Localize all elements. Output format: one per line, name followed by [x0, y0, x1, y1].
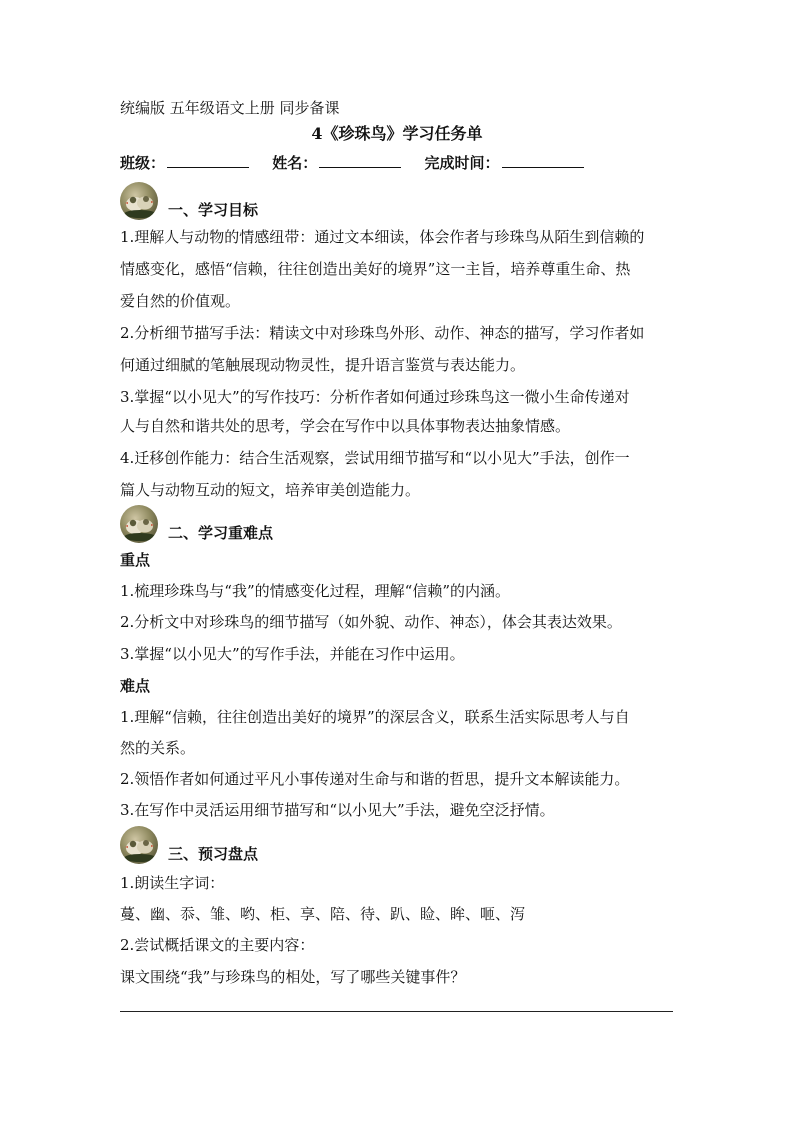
page-title: 4《珍珠鸟》学习任务单 [311, 124, 483, 143]
difficult-point-line: 然的关系。 [120, 739, 196, 757]
difficult-points-label: 难点 [120, 677, 151, 695]
goal-line: 3.掌握“以小见大”的写作技巧：分析作者如何通过珍珠鸟这一微小生命传递对 [120, 388, 630, 406]
time-field[interactable] [502, 153, 584, 168]
key-point-line: 2.分析文中对珍珠鸟的细节描写（如外貌、动作、神态），体会其表达效果。 [120, 613, 622, 631]
section-3-heading-row [120, 826, 258, 864]
name-label: 姓名： [272, 154, 318, 172]
student-info-row [120, 152, 602, 173]
preview-line: 2.尝试概括课文的主要内容： [120, 936, 315, 954]
class-label: 班级： [120, 154, 166, 172]
pearl-bird-icon [120, 182, 158, 220]
goal-line: 何通过细腻的笔触展现动物灵性，提升语言鉴赏与表达能力。 [120, 356, 526, 374]
pearl-bird-icon [120, 505, 158, 543]
goal-line: 2.分析细节描写手法：精读文中对珍珠鸟外形、动作、神态的描写，学习作者如 [120, 324, 645, 342]
time-label: 完成时间： [424, 154, 500, 172]
goal-line: 1.理解人与动物的情感纽带：通过文本细读，体会作者与珍珠鸟从陌生到信赖的 [120, 228, 645, 246]
goal-line: 人与自然和谐共处的思考，学会在写作中以具体事物表达抽象情感。 [120, 417, 571, 435]
goal-line: 篇人与动物互动的短文，培养审美创造能力。 [120, 481, 421, 499]
key-point-line: 3.掌握“以小见大”的写作手法，并能在习作中运用。 [120, 645, 465, 663]
difficult-point-line: 1.理解“信赖，往往创造出美好的境界”的深层含义，联系生活实际思考人与自 [120, 708, 630, 726]
difficult-point-line: 3.在写作中灵活运用细节描写和“以小见大”手法，避免空泛抒情。 [120, 801, 555, 819]
section-1-heading-row [120, 182, 258, 220]
section-2-heading: 二、学习重难点 [168, 524, 274, 542]
goal-line: 4.迁移创作能力：结合生活观察，尝试用细节描写和“以小见大”手法，创作一 [120, 449, 630, 467]
class-field[interactable] [167, 153, 249, 168]
section-3-heading: 三、预习盘点 [168, 845, 259, 863]
preview-words: 蔓、幽、忝、雏、哟、柜、享、陪、待、趴、睑、眸、咂、泻 [120, 905, 526, 923]
answer-line[interactable] [120, 1011, 673, 1012]
section-2-heading-row [120, 505, 273, 543]
name-field[interactable] [319, 153, 401, 168]
goal-line: 情感变化，感悟“信赖，往往创造出美好的境界”这一主旨，培养尊重生命、热 [120, 260, 631, 278]
section-1-heading: 一、学习目标 [168, 201, 259, 219]
key-point-line: 1.梳理珍珠鸟与“我”的情感变化过程，理解“信赖”的内涵。 [120, 582, 510, 600]
header-text: 统编版 五年级语文上册 同步备课 [120, 99, 340, 117]
pearl-bird-icon [120, 826, 158, 864]
goal-line: 爱自然的价值观。 [120, 292, 241, 310]
preview-question: 课文围绕“我”与珍珠鸟的相处，写了哪些关键事件？ [120, 968, 466, 986]
preview-line: 1.朗读生字词： [120, 874, 225, 892]
difficult-point-line: 2.领悟作者如何通过平凡小事传递对生命与和谐的哲思，提升文本解读能力。 [120, 770, 630, 788]
key-points-label: 重点 [120, 551, 151, 569]
